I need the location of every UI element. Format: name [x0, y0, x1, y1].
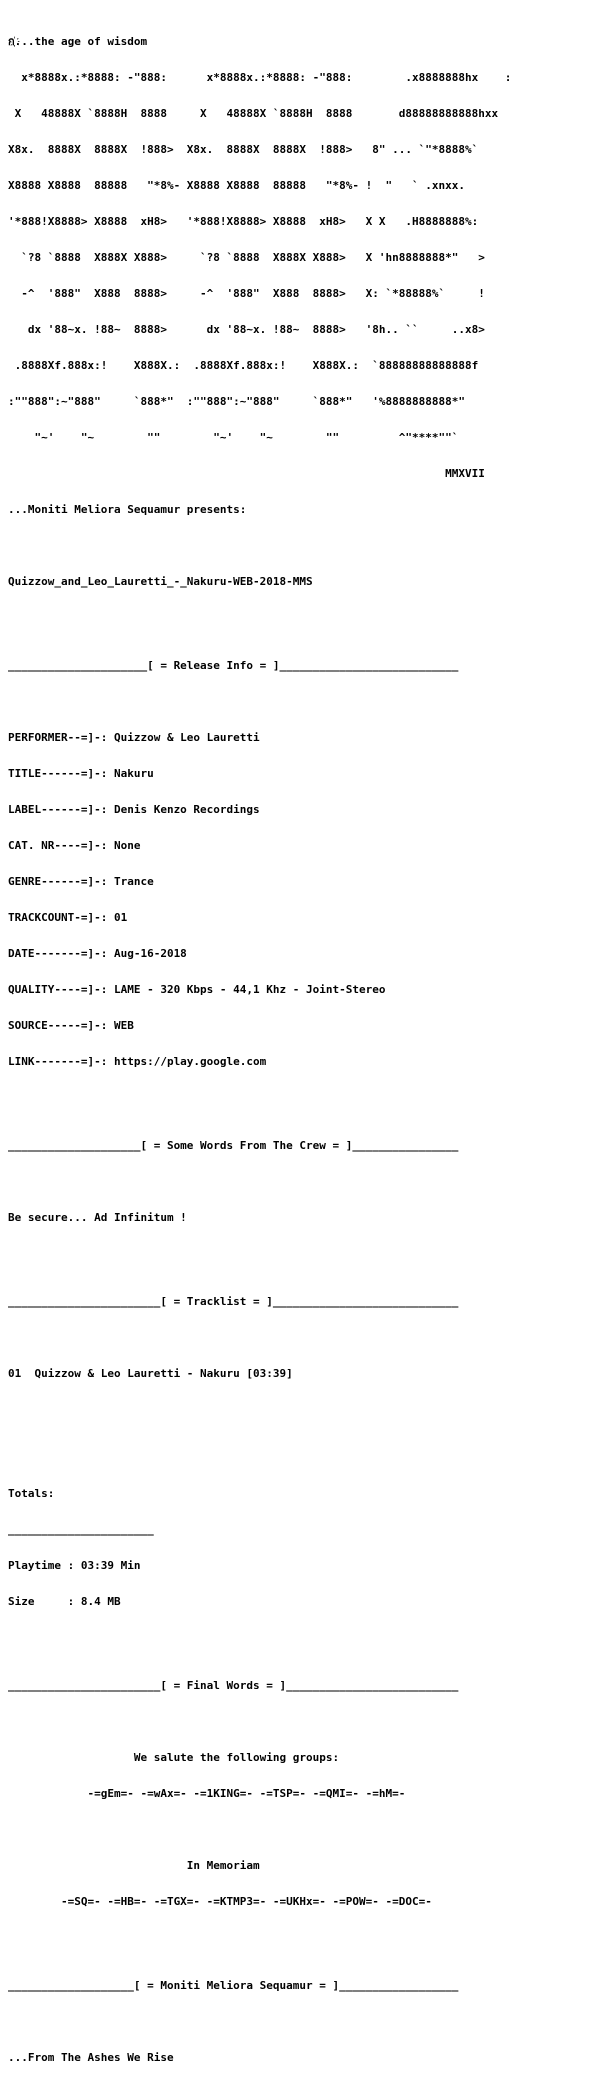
spacer [8, 1332, 592, 1344]
ascii-logo-line: dx '88~x. !88~ 8888> dx '88~x. !88~ 8888> '8h.. `` ..x8> [8, 323, 485, 336]
spacer [8, 1092, 592, 1104]
ascii-logo-line: -^ '888" X888 8888> -^ '888" X888 8888> X: `*88888%` ! [8, 287, 485, 300]
ascii-logo-line: X8x. 8888X 8888X !888> X8x. 8888X 8888X !888> 8" ... `"*8888%` [8, 143, 479, 156]
spacer [8, 1632, 592, 1644]
ascii-logo-line: X 48888X `8888H 8888 X 48888X `8888H 8888 d88888888888hxx [8, 107, 499, 120]
spacer [8, 1404, 592, 1416]
ascii-logo-line: X8888 X8888 88888 "*8%- X8888 X8888 88888 "*8%- ! " ` .xnxx. [8, 179, 465, 192]
memoriam-heading: In Memoriam [8, 1859, 260, 1872]
release-field-catalog-number: CAT. NR----=]-: None [8, 839, 141, 852]
spacer [8, 1824, 592, 1836]
ascii-logo-line: x*8888x.:*8888: -"888: x*8888x.:*8888: -"888: .x8888888hx : [8, 71, 512, 84]
totals-heading: Totals: [8, 1487, 55, 1500]
crew-words-text: Be secure... Ad Infinitum ! [8, 1211, 187, 1224]
intro-line: ก҉...the age of wisdom [8, 35, 148, 48]
spacer [8, 540, 592, 552]
closing-line: ...From The Ashes We Rise [8, 2051, 174, 2064]
spacer [8, 1716, 592, 1728]
spacer [8, 1248, 592, 1260]
ascii-logo-line: "~' "~ "" "~' "~ "" ^"****""` [8, 431, 459, 444]
salute-groups: -=gEm=- -=wAx=- -=1KING=- -=TSP=- -=QMI=- -=hM=- [8, 1787, 406, 1800]
release-field-date: DATE-------=]-: Aug-16-2018 [8, 947, 187, 960]
release-field-genre: GENRE------=]-: Trance [8, 875, 154, 888]
spacer [8, 1440, 592, 1452]
spacer [8, 612, 592, 624]
totals-size: Size : 8.4 MB [8, 1595, 121, 1608]
ascii-logo-year: MMXVII [8, 467, 485, 480]
ascii-logo-line: :""888":~"888" `888*" :""888":~"888" `888*" '%8888888888*" [8, 395, 465, 408]
memoriam-groups: -=SQ=- -=HB=- -=TGX=- -=KTMP3=- -=UKHx=- -=POW=- -=DOC=- [8, 1895, 432, 1908]
crew-words-divider: ____________________[ = Some Words From The Crew = ]________________ [8, 1139, 459, 1152]
totals-rule: ______________________ [8, 1523, 154, 1536]
track-item: 01 Quizzow & Leo Lauretti - Nakuru [03:39] [8, 1367, 293, 1380]
release-field-title: TITLE------=]-: Nakuru [8, 767, 154, 780]
final-words-divider: _______________________[ = Final Words = ]__________________________ [8, 1679, 459, 1692]
totals-playtime: Playtime : 03:39 Min [8, 1559, 141, 1572]
ascii-logo-line: `?8 `8888 X888X X888> `?8 `8888 X888X X888> X 'hn8888888*" > [8, 251, 485, 264]
release-field-performer: PERFORMER--=]-: Quizzow & Leo Lauretti [8, 731, 260, 744]
spacer [8, 1176, 592, 1188]
spacer [8, 2016, 592, 2028]
ascii-logo-line: .8888Xf.888x:! X888X.: .8888Xf.888x:! X888X.: `88888888888888f [8, 359, 479, 372]
release-field-quality: QUALITY----=]-: LAME - 320 Kbps - 44,1 Khz - Joint-Stereo [8, 983, 386, 996]
release-field-trackcount: TRACKCOUNT-=]-: 01 [8, 911, 128, 924]
spacer [8, 1932, 592, 1944]
salute-heading: We salute the following groups: [8, 1751, 340, 1764]
release-field-label: LABEL------=]-: Denis Kenzo Recordings [8, 803, 260, 816]
tracklist-divider: _______________________[ = Tracklist = ]____________________________ [8, 1295, 459, 1308]
release-field-link: LINK-------=]-: https://play.google.com [8, 1055, 267, 1068]
presents-line: ...Moniti Meliora Sequamur presents: [8, 503, 247, 516]
footer-divider: ___________________[ = Moniti Meliora Sequamur = ]__________________ [8, 1979, 459, 1992]
spacer [8, 696, 592, 708]
release-info-divider: _____________________[ = Release Info = ]___________________________ [8, 659, 459, 672]
ascii-logo-line: '*888!X8888> X8888 xH8> '*888!X8888> X8888 xH8> X X .H8888888%: [8, 215, 479, 228]
release-name: Quizzow_and_Leo_Lauretti_-_Nakuru-WEB-2018-MMS [8, 575, 313, 588]
release-field-source: SOURCE-----=]-: WEB [8, 1019, 134, 1032]
